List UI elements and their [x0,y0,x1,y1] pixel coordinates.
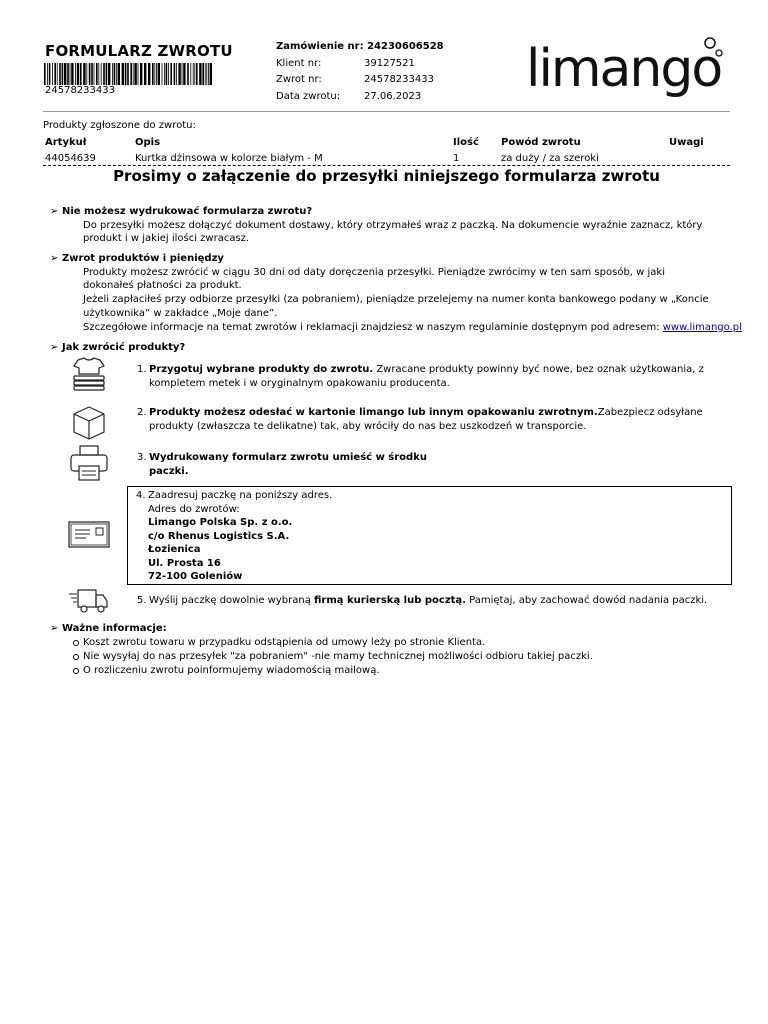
clothes-stack-icon [68,356,110,394]
section-title: Ważne informacje: [62,623,167,634]
step-text-line2: kompletem metek i w oryginalnym opakowaniu producenta. [149,377,450,389]
barcode-number: 24578233433 [45,85,115,96]
address-label-icon [68,516,110,554]
step-2 [137,406,727,433]
step-bold: firmą kurierską lub pocztą. [314,595,466,606]
address-line-2: c/o Rhenus Logistics S.A. [148,530,290,542]
products-heading: Produkty zgłoszone do zwrotu: [43,120,196,131]
col-article: Artykuł [45,136,87,148]
section-title: Jak zwrócić produkty? [62,342,186,353]
col-notes: Uwagi [669,136,704,148]
col-quantity: Ilość [453,136,479,148]
address-label: Adres do zwrotów: [148,503,240,515]
step-number: 1. [137,364,147,375]
list-item: Koszt zwrotu towaru w przypadku odstąpienia od umowy leży po stronie Klienta. [83,636,740,650]
address-line-1: Limango Polska Sp. z o.o. [148,517,293,528]
limango-logo [526,36,726,108]
cell-article: 44054639 [45,152,96,164]
step-text-end: Pamiętaj, aby zachować dowód nadania paczki. [465,595,708,606]
return-label: Zwrot nr: [276,74,322,85]
notice-heading: Prosimy o załączenie do przesyłki niniejszego formularza zwrotu [113,167,660,185]
arrow-icon: ➢ [50,206,59,217]
section-title: Zwrot produktów i pieniędzy [62,253,224,264]
box-icon [68,404,110,442]
arrow-icon: ➢ [50,253,59,264]
order-number: Zamówienie nr: 24230606528 [276,41,444,52]
barcode-image [44,63,214,85]
step-bold: Przygotuj wybrane produkty do zwrotu. [149,364,374,375]
section-refund [50,252,740,334]
section-title: Nie możesz wydrukować formularza zwrotu? [62,206,313,217]
date-label: Data zwrotu: [276,90,341,102]
section-body-p2: Jeżeli zapłaciłeś przy odbiorze przesyłki (za pobraniem), pieniądze przelejemy na numer konta bankowego podany w „Koncie użytkownika” w zakładce „Moje dane”. [83,294,709,319]
limango-link[interactable]: www.limango.pl [662,321,742,333]
col-description: Opis [135,136,161,148]
cell-reason: za duży / za szeroki [501,152,599,164]
list-item: Nie wysyłaj do nas przesyłek "za pobraniem" -nie mamy technicznej możliwości odbioru takiej paczki. [83,650,740,664]
address-line-4: Ul. Prosta 16 [148,557,221,569]
products-table [43,134,730,166]
step-number: 4. [136,490,146,501]
important-list [50,636,740,678]
section-body: Do przesyłki możesz dołączyć dokument dostawy, który otrzymałeś wraz z paczką. Na dokumencie wyraźnie zaznacz, który produkt i w jakiej ilości zwracasz. [83,219,703,245]
step-number: 2. [137,407,147,418]
step-text: Zaadresuj paczkę na poniższy adres. [148,490,333,501]
address-line-3: Łozienica [148,544,201,555]
step-text-line2: produkty (zwłaszcza te delikatne) tak, aby wróciły do nas bez uszkodzeń w transporcie. [149,420,587,432]
form-title: FORMULARZ ZWROTU [45,42,233,60]
return-value: 24578233433 [364,74,434,85]
step-number: 3. [137,452,147,463]
step-text: Zabezpiecz odsyłane [597,407,703,418]
step-5 [137,594,727,608]
client-value: 39127521 [364,57,415,69]
header-divider [43,111,730,112]
order-meta [276,39,444,105]
col-reason: Powód zwrotu [501,136,581,148]
section-no-print [50,205,740,246]
table-header [43,134,730,150]
section-body-p1: Produkty możesz zwrócić w ciągu 30 dni od daty doręczenia przesyłki. Pieniądze zwrócimy w ten sam sposób, w jaki dokonałeś płatności za produkt. [83,266,665,292]
step-4 [136,489,332,584]
section-how-to [50,341,740,355]
step-bold-line2: paczki. [149,465,189,477]
table-divider [43,165,730,166]
delivery-truck-icon [68,582,110,620]
section-body-p3: Szczegółowe informacje na temat zwrotów i reklamacji znajdziesz w naszym regulaminie dostępnym pod adresem: [83,321,663,333]
step-3 [137,451,727,478]
step-bold: Produkty możesz odesłać w kartonie limango lub innym opakowaniu zwrotnym. [149,407,598,418]
cell-quantity: 1 [453,152,460,164]
step-1 [137,363,727,390]
logo-text: limango [526,39,722,99]
step-text: Zwracane produkty powinny być nowe, bez oznak użytkowania, z [373,364,704,375]
table-row [43,150,730,166]
step-bold: Wydrukowany formularz zwrotu umieść w środku [149,452,427,463]
address-line-5: 72-100 Goleniów [148,571,243,582]
section-important [50,622,740,678]
cell-description: Kurtka dżinsowa w kolorze białym - M [135,152,323,164]
arrow-icon: ➢ [50,623,59,634]
date-value: 27.06.2023 [364,90,422,102]
client-label: Klient nr: [276,57,322,69]
printer-icon [68,444,110,482]
list-item: O rozliczeniu zwrotu poinformujemy wiadomością mailową. [83,664,740,678]
arrow-icon: ➢ [50,342,59,353]
step-number: 5. [137,595,147,606]
step-text: Wyślij paczkę dowolnie wybraną [149,595,315,606]
